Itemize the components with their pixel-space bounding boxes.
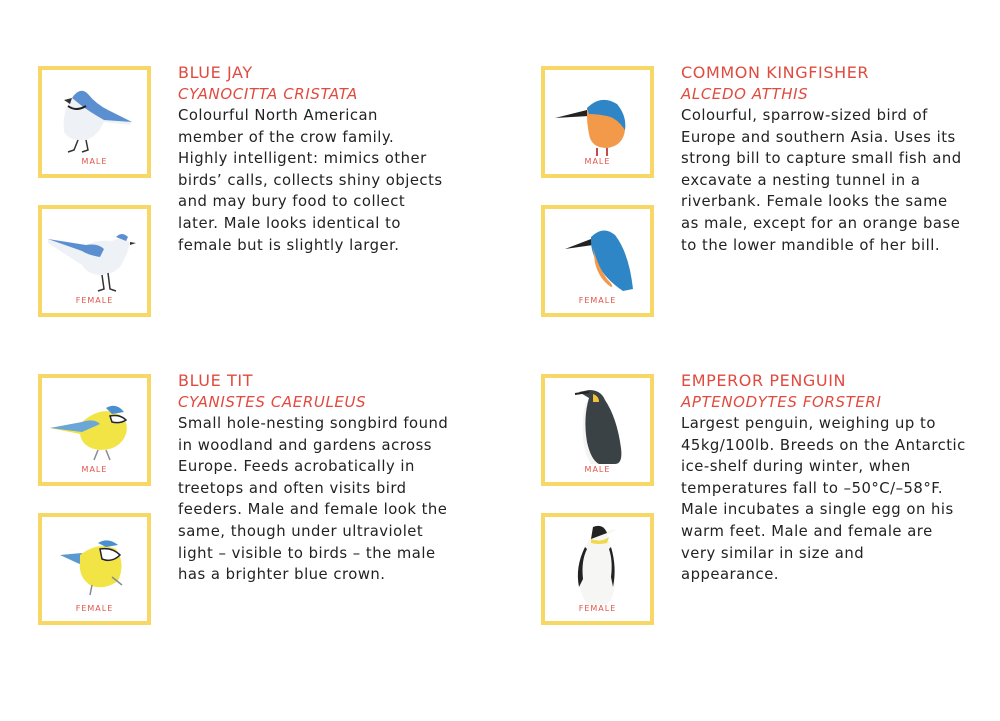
latin-name: CYANISTES CAERULEUS bbox=[178, 393, 367, 411]
common-name: EMPEROR PENGUIN bbox=[681, 371, 847, 390]
common-name: BLUE TIT bbox=[178, 371, 254, 390]
description: Colourful, sparrow-sized bird of Europe and southern Asia. Uses its strong bill to capture small fish and excavate a nesting tunnel in a riverbank. Female looks the same as male, except for an orange base to the lower mandible of her bill. bbox=[681, 107, 962, 254]
image-frame-male bbox=[38, 66, 151, 178]
description: Colourful North American member of the crow family. Highly intelligent: mimics other birds’ calls, collects shiny objects and may bury food to collect later. Male looks identical to female but is slightly larger. bbox=[178, 107, 443, 254]
description: Largest penguin, weighing up to 45kg/100lb. Breeds on the Antarctic ice-shelf during winter, when temperatures fall to –50°C/–58°F. Male incubates a single egg on his warm feet. Male and female are very similar in size and appearance. bbox=[681, 415, 966, 584]
image-frame-male bbox=[541, 374, 654, 486]
entry-text bbox=[681, 62, 981, 256]
latin-name: APTENODYTES FORSTERI bbox=[681, 393, 882, 411]
image-frame-male bbox=[541, 66, 654, 178]
common-name: BLUE JAY bbox=[178, 63, 253, 82]
sex-label: MALE bbox=[81, 157, 108, 166]
entry-text bbox=[178, 370, 478, 586]
entry-text bbox=[178, 62, 478, 256]
sex-label: MALE bbox=[584, 465, 611, 474]
image-frame-female bbox=[38, 205, 151, 317]
sex-label: FEMALE bbox=[75, 296, 114, 305]
sex-label: FEMALE bbox=[578, 604, 617, 613]
sex-label: MALE bbox=[584, 157, 611, 166]
description: Small hole-nesting songbird found in woodland and gardens across Europe. Feeds acrobatically in treetops and often visits bird feeders. Male and female look the same, though under ultraviolet light – visible to birds – the male has a brighter blue crown. bbox=[178, 415, 449, 584]
sex-label: FEMALE bbox=[75, 604, 114, 613]
image-frame-female bbox=[541, 513, 654, 625]
latin-name: ALCEDO ATTHIS bbox=[681, 85, 809, 103]
entry-text bbox=[681, 370, 981, 586]
latin-name: CYANOCITTA CRISTATA bbox=[178, 85, 358, 103]
sex-label: MALE bbox=[81, 465, 108, 474]
common-name: COMMON KINGFISHER bbox=[681, 63, 870, 82]
image-frame-female bbox=[38, 513, 151, 625]
image-frame-female bbox=[541, 205, 654, 317]
sex-label: FEMALE bbox=[578, 296, 617, 305]
image-frame-male bbox=[38, 374, 151, 486]
